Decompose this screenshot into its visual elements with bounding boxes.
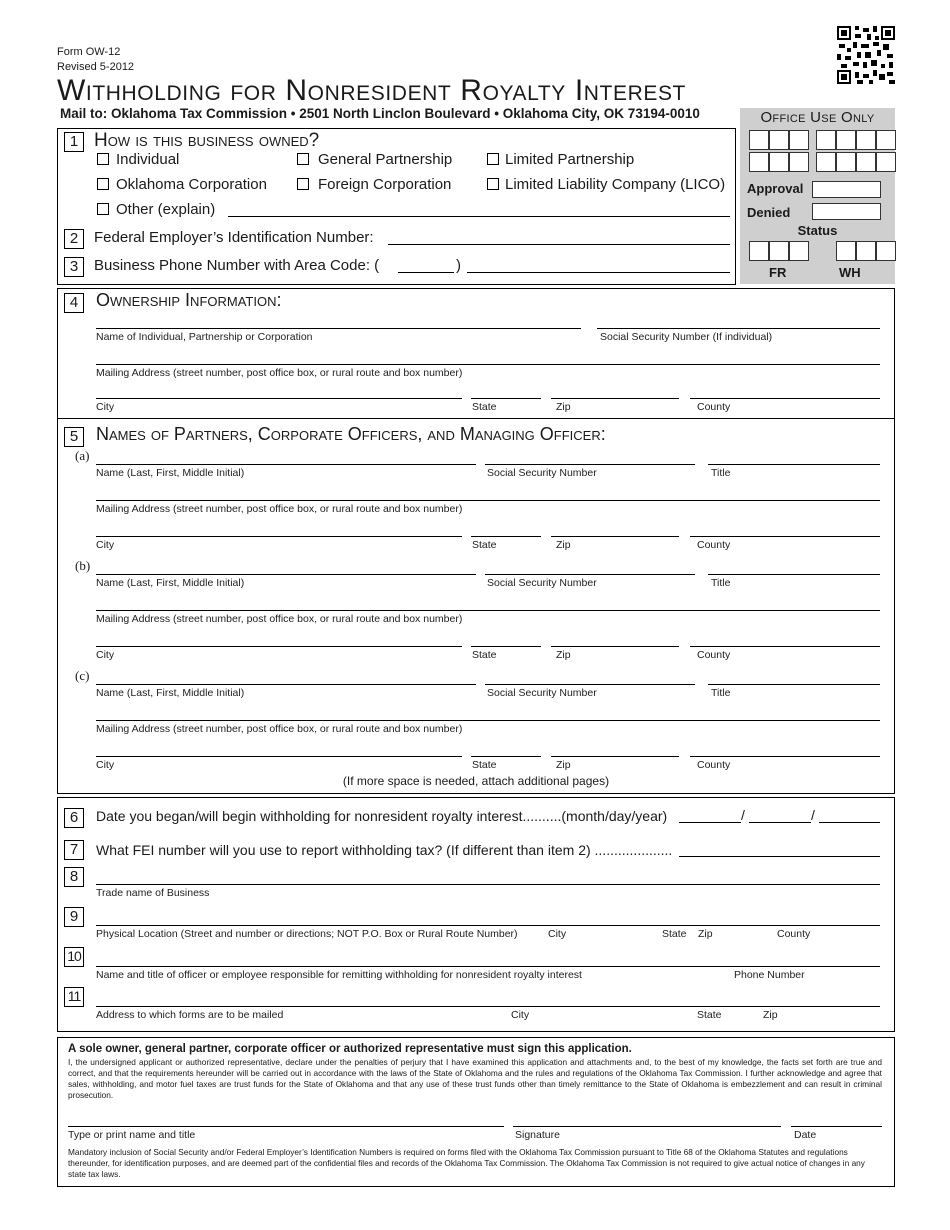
form-title: Withholding for Nonresident Royalty Interest [57, 74, 686, 107]
field-label: Title [711, 467, 731, 479]
status-cell[interactable] [769, 241, 789, 261]
officer-b-name-field[interactable] [96, 574, 476, 575]
item-number: 1 [64, 132, 84, 152]
field-label: Mailing Address (street number, post office box, or rural route and box number) [96, 613, 463, 625]
item-number: 4 [64, 293, 84, 313]
fei-number-label: What FEI number will you use to report withholding tax? (If different than item 2) .................... [96, 842, 673, 858]
trade-name-field[interactable] [96, 884, 880, 885]
item-number: 6 [64, 808, 84, 828]
field-label: State [662, 928, 687, 940]
qr-code [837, 26, 895, 84]
field-label: Name and title of officer or employee responsible for remitting withholding for nonresident royalty interest [96, 969, 582, 981]
officer-b-ssn-field[interactable] [485, 574, 695, 575]
status-cell[interactable] [836, 241, 856, 261]
printed-name-field[interactable] [68, 1126, 504, 1127]
field-label: Zip [556, 401, 571, 413]
officer-a-state-field[interactable] [471, 536, 541, 537]
field-label: Mailing Address (street number, post office box, or rural route and box number) [96, 367, 463, 379]
field-label: State [472, 401, 497, 413]
office-cell[interactable] [836, 152, 856, 172]
officer-b-address-field[interactable] [96, 610, 880, 611]
officer-a-zip-field[interactable] [551, 536, 679, 537]
approval-label: Approval [747, 181, 804, 196]
item-number: 2 [64, 229, 84, 249]
officer-b-title-field[interactable] [708, 574, 880, 575]
option-label: General Partnership [318, 151, 453, 168]
field-label: Title [711, 577, 731, 589]
denied-field[interactable] [812, 203, 881, 220]
field-label: Zip [556, 539, 571, 551]
field-label: Date [794, 1129, 817, 1141]
field-label: City [96, 759, 115, 771]
item-number: 3 [64, 257, 84, 277]
checkbox-oklahoma-corporation[interactable] [97, 178, 109, 190]
officer-letter: (b) [75, 558, 91, 573]
office-cell[interactable] [789, 152, 809, 172]
officer-c-state-field[interactable] [471, 756, 541, 757]
officer-c-title-field[interactable] [708, 684, 880, 685]
officer-a-city-field[interactable] [96, 536, 462, 537]
field-label: County [697, 539, 731, 551]
officer-a-title-field[interactable] [708, 464, 880, 465]
field-label: Zip [698, 928, 713, 940]
signature-heading: A sole owner, general partner, corporate officer or authorized representative must sign this application. [68, 1043, 632, 1055]
field-label: Zip [763, 1009, 778, 1021]
field-label: City [548, 928, 567, 940]
status-cell[interactable] [749, 241, 769, 261]
approval-field[interactable] [812, 181, 881, 198]
field-label: Social Security Number [487, 467, 597, 479]
option-label: Other (explain) [116, 201, 216, 218]
field-label: County [697, 649, 731, 661]
withholding-year-field[interactable] [819, 822, 880, 823]
withholding-date-label: Date you began/will begin withholding for nonresident royalty interest..........(month/day/year) [96, 808, 668, 824]
field-label: State [697, 1009, 722, 1021]
ownership-heading: Ownership Information: [96, 290, 282, 310]
physical-location-field[interactable] [96, 925, 880, 926]
other-explain-field[interactable] [228, 216, 730, 217]
field-label: Zip [556, 759, 571, 771]
officer-a-ssn-field[interactable] [485, 464, 695, 465]
officer-c-address-field[interactable] [96, 720, 880, 721]
field-label: Type or print name and title [68, 1129, 196, 1141]
officer-b-zip-field[interactable] [551, 646, 679, 647]
officer-c-county-field[interactable] [690, 756, 880, 757]
field-label: Trade name of Business [96, 887, 210, 899]
office-use-title: Office Use Only [760, 109, 875, 126]
declaration-text: I, the undersigned applicant or authorized representative, declare under the penalties of perjury that I have examined this application and attachments and, to the best of my knowledge, the facts set forth are true and correct, and that the requirements hereunder will be carried out in accordance with the laws of the State of Oklahoma and the rules and regulations of the Oklahoma Tax Commission. I further acknowledge and agree that sales, withholding, and motor fuel taxes are trust funds for the State of Oklahoma and that any use of these trust funds other than timely remittance to the State of Oklahoma is embezzlement and can result in criminal prosecution. [68, 1057, 882, 1100]
form-number: Form OW-12 [57, 46, 121, 58]
field-label: Name of Individual, Partnership or Corporation [96, 331, 313, 343]
option-label: Limited Liability Company (LICO) [505, 176, 726, 193]
checkbox-other[interactable] [97, 203, 109, 215]
field-label: Address to which forms are to be mailed [96, 1009, 284, 1021]
fr-label: FR [769, 265, 787, 280]
section-divider [57, 418, 895, 419]
field-label: City [96, 401, 115, 413]
status-cell[interactable] [856, 241, 876, 261]
checkbox-limited-partnership[interactable] [487, 153, 499, 165]
field-label: Zip [556, 649, 571, 661]
office-cell[interactable] [769, 130, 789, 150]
officer-c-city-field[interactable] [96, 756, 462, 757]
denied-label: Denied [747, 205, 791, 220]
office-cell[interactable] [816, 152, 836, 172]
option-label: Foreign Corporation [318, 176, 452, 193]
field-label: City [511, 1009, 530, 1021]
status-cell[interactable] [789, 241, 809, 261]
signature-date-field[interactable] [791, 1126, 882, 1127]
office-cell[interactable] [769, 152, 789, 172]
item-number: 9 [64, 907, 84, 927]
field-label: Title [711, 687, 731, 699]
officer-b-county-field[interactable] [690, 646, 880, 647]
mailing-address-field[interactable] [96, 1006, 880, 1007]
office-use-panel [740, 108, 895, 284]
phone-field[interactable] [467, 272, 730, 273]
field-label: Social Security Number [487, 687, 597, 699]
responsible-officer-field[interactable] [96, 966, 880, 967]
owner-city-field[interactable] [96, 398, 462, 399]
field-label: Social Security Number (If individual) [600, 331, 773, 343]
withholding-month-field[interactable] [679, 822, 741, 823]
officer-letter: (a) [75, 448, 90, 463]
revision-date: Revised 5-2012 [57, 61, 135, 73]
mailing-instructions: Mail to: Oklahoma Tax Commission • 2501 North Linclon Boulevard • Oklahoma City, OK 73194-0010 [60, 106, 700, 121]
wh-label: WH [839, 265, 861, 280]
field-label: Name (Last, First, Middle Initial) [96, 577, 245, 589]
option-label: Oklahoma Corporation [116, 176, 267, 193]
field-label: County [697, 401, 731, 413]
checkbox-individual[interactable] [97, 153, 109, 165]
checkbox-foreign-corporation[interactable] [297, 178, 309, 190]
item-number: 8 [64, 867, 84, 887]
business-details-section [57, 797, 895, 1032]
option-label: Individual [116, 151, 180, 168]
option-label: Limited Partnership [505, 151, 635, 168]
field-label: City [96, 539, 115, 551]
field-label: Physical Location (Street and number or directions; NOT P.O. Box or Rural Route Number) [96, 928, 518, 940]
owner-address-field[interactable] [96, 364, 880, 365]
date-slash: / [741, 807, 745, 823]
officer-b-city-field[interactable] [96, 646, 462, 647]
item-number: 11 [64, 987, 84, 1007]
owner-zip-field[interactable] [551, 398, 679, 399]
area-code-field[interactable] [398, 272, 454, 273]
office-cell[interactable] [789, 130, 809, 150]
officer-a-county-field[interactable] [690, 536, 880, 537]
field-label: Signature [515, 1129, 560, 1141]
field-label: County [697, 759, 731, 771]
office-cell[interactable] [749, 152, 769, 172]
owner-ssn-field[interactable] [597, 328, 880, 329]
field-label: Phone Number [734, 969, 805, 981]
owner-county-field[interactable] [690, 398, 880, 399]
date-slash: / [811, 807, 815, 823]
field-label: State [472, 539, 497, 551]
checkbox-general-partnership[interactable] [297, 153, 309, 165]
owner-state-field[interactable] [471, 398, 541, 399]
signature-field[interactable] [513, 1126, 781, 1127]
status-label: Status [797, 223, 838, 238]
fein-field[interactable] [388, 244, 730, 245]
field-label: Name (Last, First, Middle Initial) [96, 687, 245, 699]
field-label: County [777, 928, 811, 940]
field-label: Name (Last, First, Middle Initial) [96, 467, 245, 479]
office-cell[interactable] [749, 130, 769, 150]
officer-a-name-field[interactable] [96, 464, 476, 465]
checkbox-llc[interactable] [487, 178, 499, 190]
item-number: 10 [64, 947, 84, 967]
field-label: Social Security Number [487, 577, 597, 589]
withholding-day-field[interactable] [749, 822, 811, 823]
status-cell[interactable] [876, 241, 896, 261]
officer-b-state-field[interactable] [471, 646, 541, 647]
officer-letter: (c) [75, 668, 90, 683]
officer-c-zip-field[interactable] [551, 756, 679, 757]
field-label: Mailing Address (street number, post office box, or rural route and box number) [96, 503, 463, 515]
field-label: Mailing Address (street number, post office box, or rural route and box number) [96, 723, 463, 735]
item-number: 7 [64, 840, 84, 860]
officer-c-name-field[interactable] [96, 684, 476, 685]
field-label: City [96, 649, 115, 661]
office-cell[interactable] [856, 130, 876, 150]
owner-name-field[interactable] [96, 328, 581, 329]
officer-c-ssn-field[interactable] [485, 684, 695, 685]
field-label: State [472, 759, 497, 771]
field-label: State [472, 649, 497, 661]
additional-pages-note: (If more space is needed, attach additional pages) [342, 774, 610, 788]
mandatory-disclosure-text: Mandatory inclusion of Social Security and/or Federal Employer’s Identification Numbers is required on forms filed with the Oklahoma Tax Commission pursuant to Title 68 of the Oklahoma Statutes and regulations thereunder, for identification purposes, and are deemed part of the confidential files and records of the Oklahoma Tax Commission. The Oklahoma Tax Commission is not required to give actual notice of changes in any state tax laws. [68, 1147, 865, 1179]
officers-heading: Names of Partners, Corporate Officers, and Managing Officer: [96, 424, 606, 444]
item-number: 5 [64, 427, 84, 447]
office-cell[interactable] [816, 130, 836, 150]
phone-label: Business Phone Number with Area Code: ( [94, 257, 380, 274]
paren-close: ) [456, 257, 461, 274]
office-cell[interactable] [856, 152, 876, 172]
office-cell[interactable] [876, 152, 896, 172]
fei-number-field[interactable] [679, 856, 880, 857]
officer-a-address-field[interactable] [96, 500, 880, 501]
fein-label: Federal Employer’s Identification Number: [94, 229, 374, 246]
office-cell[interactable] [836, 130, 856, 150]
ownership-question: How is this business owned? [94, 130, 320, 151]
office-cell[interactable] [876, 130, 896, 150]
